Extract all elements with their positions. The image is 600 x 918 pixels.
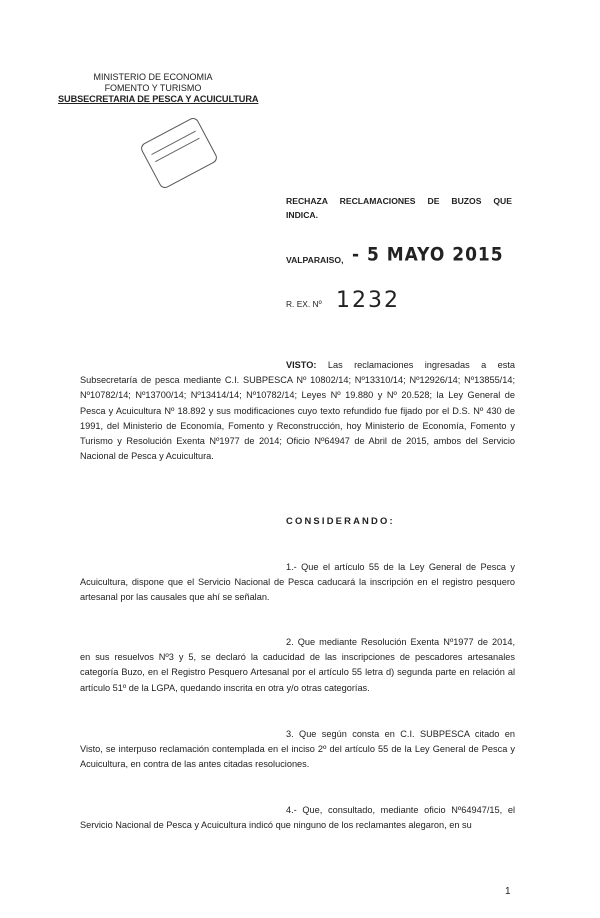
considerando-item-2 [80,635,515,696]
ministry-subname: FOMENTO Y TURISMO [104,83,202,93]
item-lead: 2. Que mediante Resolución Exenta Nº1977 de [286,637,488,647]
item-text: Acuicultura, dispone que el Servicio Nacional de Pesca caducará la inscripción en el registro pesquero artesanal por las causales que ahí se señalan. [80,577,515,603]
page-number: 1 [505,886,511,897]
item-lead: 4.- Que, consultado, mediante oficio Nº64947/15, [286,805,503,815]
place-label: VALPARAISO, [286,255,344,265]
considerando-heading: CONSIDERANDO: [286,515,395,526]
item-text: 2014, en sus resuelvos Nº3 y 5, se declaró la caducidad de las inscripciones de pescadores artesanales categoría Buzo, en el Registro Pesquero Artesanal por el artículo 55 letra d) segunda parte en relación al artículo 51º de la LGPA, quedando inscrita en otra y/o otras categorías. [80,637,516,693]
document-subject-cont: INDICA. [286,210,318,220]
resolution-label: R. EX. Nº [286,299,322,309]
considerando-item-4 [80,803,515,833]
item-lead: 1.- Que el artículo 55 de la Ley General de Pesca y [286,562,515,572]
considerando-item-3 [80,727,515,773]
document-subject: RECHAZA RECLAMACIONES DE BUZOS QUE [286,196,512,206]
visto-label: VISTO: [286,360,317,370]
ministry-name: MINISTERIO DE ECONOMIA [93,72,213,82]
resolution-number: 1232 [336,288,400,313]
visto-text: Las reclamaciones ingresadas a esta Subsecretaría de pesca mediante C.I. SUBPESCA Nº 10802/14; Nº13310/14; Nº12926/14; Nº13855/14; Nº10782/14; Nº13700/14; Nº13414/14; Nº10782/14; Leyes Nº 19.880 y Nº 20.528; la Ley General de Pesca y Acuicultura Nº 18.892 y sus modificaciones cuyo texto refundido fue fijado por el D.S. Nº 430 de 1991, del Ministerio de Economía, Fomento y Reconstrucción, hoy Ministerio de Economía, Fomento y Turismo y Resolución Exenta Nº1977 de 2014; Oficio Nº64947 de Abril de 2015, ambos del Servicio Nacional de Pesca y Acuicultura. [80,360,515,462]
item-text: Visto, se interpuso reclamación contemplada en el inciso 2º del artículo 55 de la Ley General de Pesca y Acuicultura, en contra de las antes citadas resoluciones. [80,744,515,770]
date-stamp: - 5 MAYO 2015 [352,244,504,266]
visto-paragraph [80,358,515,464]
letterhead [58,72,259,105]
subsecretaria-name: SUBSECRETARIA DE PESCA Y ACUICULTURA [58,94,259,104]
office-stamp [139,116,219,190]
item-lead: 3. Que según consta en C.I. SUBPESCA citado en [286,729,515,739]
item-text: el Servicio Nacional de Pesca y Acuicultura indicó que ninguno de los reclamantes alegaron, en su [80,805,515,831]
considerando-item-1 [80,560,515,606]
